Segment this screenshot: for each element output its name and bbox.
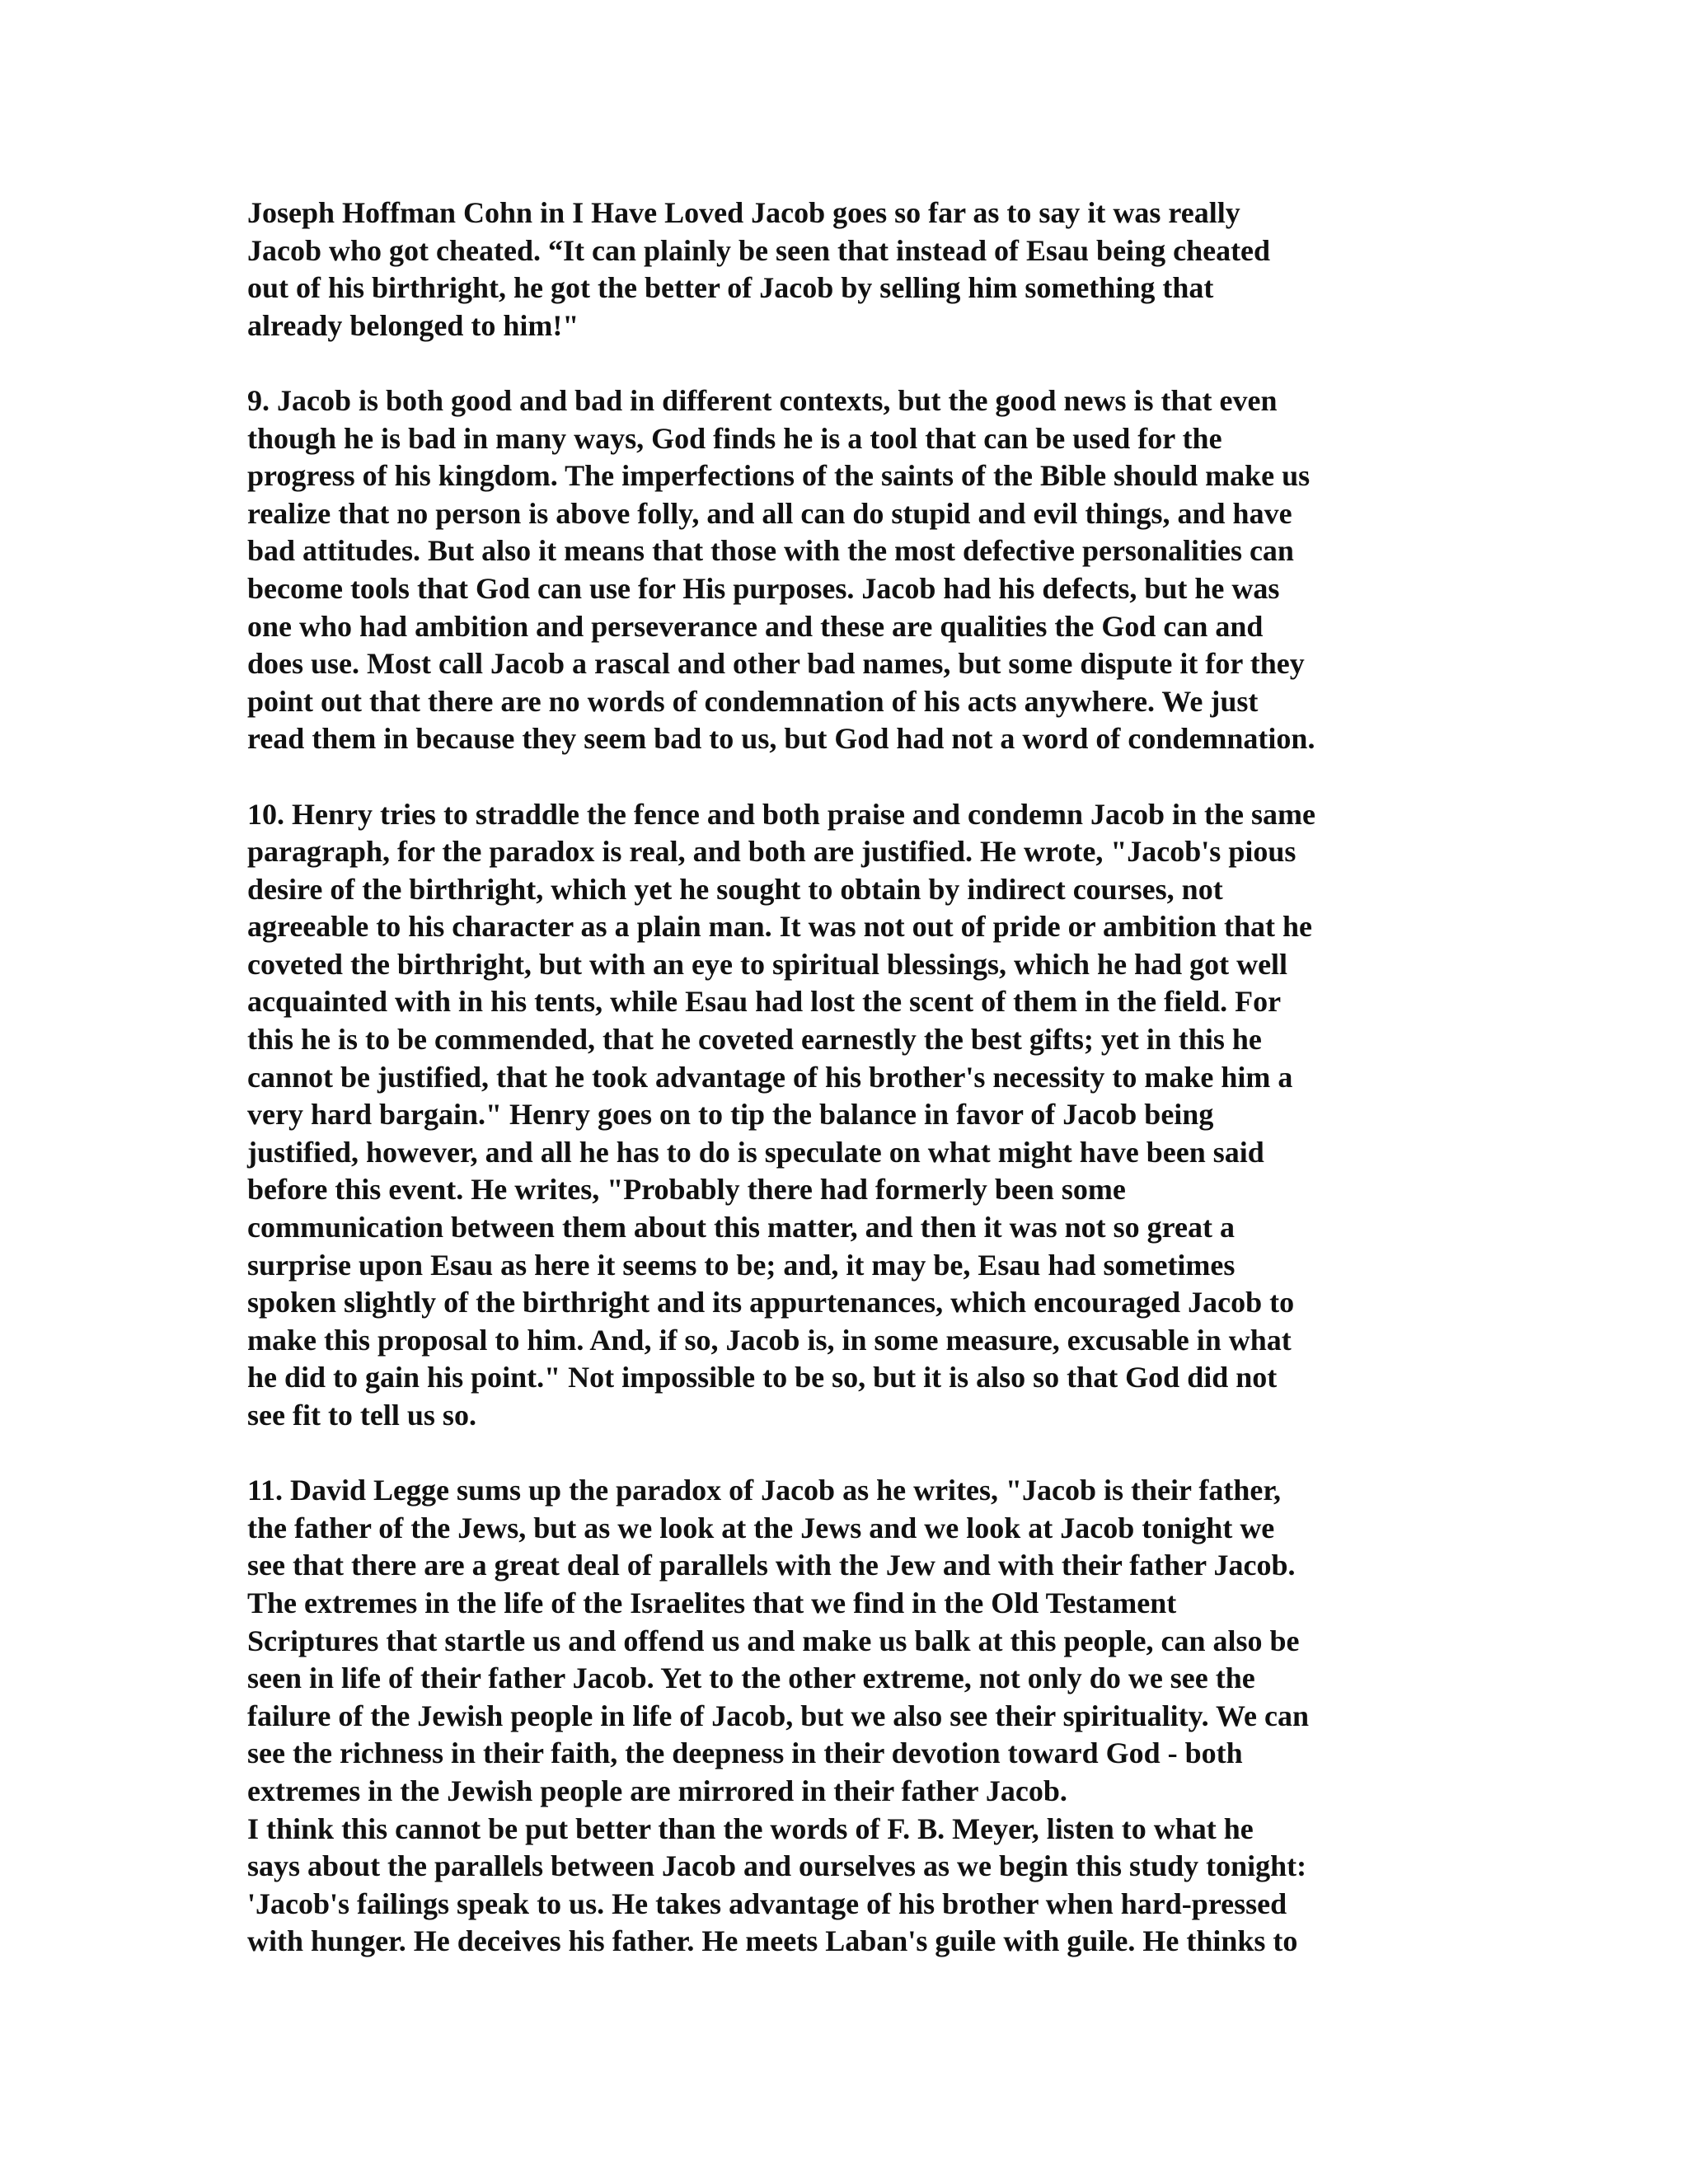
paragraph-11: 11. David Legge sums up the paradox of Jacob as he writes, "Jacob is their father, the father of the Jews, but as we look at the Jews and we look at Jacob tonight we see that there are a great deal of parallels with the Jew and with their father Jacob. The extremes in the life of the Israelites that we find in the Old Testament Scriptures that startle us and offend us and make us balk at this people, can also be seen in life of their father Jacob. Yet to the other extreme, not only do we see the failure of the Jewish people in life of Jacob, but we also see their spirituality. We can see the richness in their faith, the deepness in their devotion toward God - both extremes in the Jewish people are mirrored in their father Jacob. [247,1474,1309,1807]
paragraph-10: 10. Henry tries to straddle the fence and both praise and condemn Jacob in the same paragraph, for the paradox is real, and both are justified. He wrote, "Jacob's pious desire of the birthright, which yet he sought to obtain by indirect courses, not agreeable to his character as a plain man. It was not out of pride or ambition that he coveted the birthright, but with an eye to spiritual blessings, which he had got well acquainted with in his tents, while Esau had lost the scent of them in the field. For this he is to be commended, that he coveted earnestly the best gifts; yet in this he cannot be justified, that he took advantage of his brother's necessity to make him a very hard bargain." Henry goes on to tip the balance in favor of Jacob being justified, however, and all he has to do is speculate on what might have been said before this event. He writes, "Probably there had formerly been some communication between them about this matter, and then it was not so great a surprise upon Esau as here it seems to be; and, it may be, Esau had sometimes spoken slightly of the birthright and its appurtenances, which encouraged Jacob to make this proposal to him. And, if so, Jacob is, in some measure, excusable in what he did to gain his point." Not impossible to be so, but it is also so that God did not see fit to tell us so. [247,797,1315,1432]
paragraph-9: 9. Jacob is both good and bad in different contexts, but the good news is that even though he is bad in many ways, God finds he is a tool that can be used for the progress of his kingdom. The imperfections of the saints of the Bible should make us realize that no person is above folly, and all can do stupid and evil things, and have bad attitudes. But also it means that those with the most defective personalities can become tools that God can use for His purposes. Jacob had his defects, but he was one who had ambition and perseverance and these are qualities the God can and does use. Most call Jacob a rascal and other bad names, but some dispute it for they point out that there are no words of condemnation of his acts anywhere. We just read them in because they seem bad to us, but God had not a word of condemnation. [247,383,1315,756]
paragraph-cohn-quote: Joseph Hoffman Cohn in I Have Loved Jacob goes so far as to say it was really Jacob who got cheated. “It can plainly be seen that instead of Esau being cheated out of his birthright, he got the better of Jacob by selling him something that already belonged to him!" [247,196,1271,342]
paragraph-meyer: I think this cannot be put better than the words of F. B. Meyer, listen to what he says about the parallels between Jacob and ourselves as we begin this study tonight: 'Jacob's failings speak to us. He takes advantage of his brother when hard-pressed with hunger. He deceives his father. He meets Laban's guile with guile. He thinks to [247,1811,1307,1958]
body-text [247,194,1451,1961]
